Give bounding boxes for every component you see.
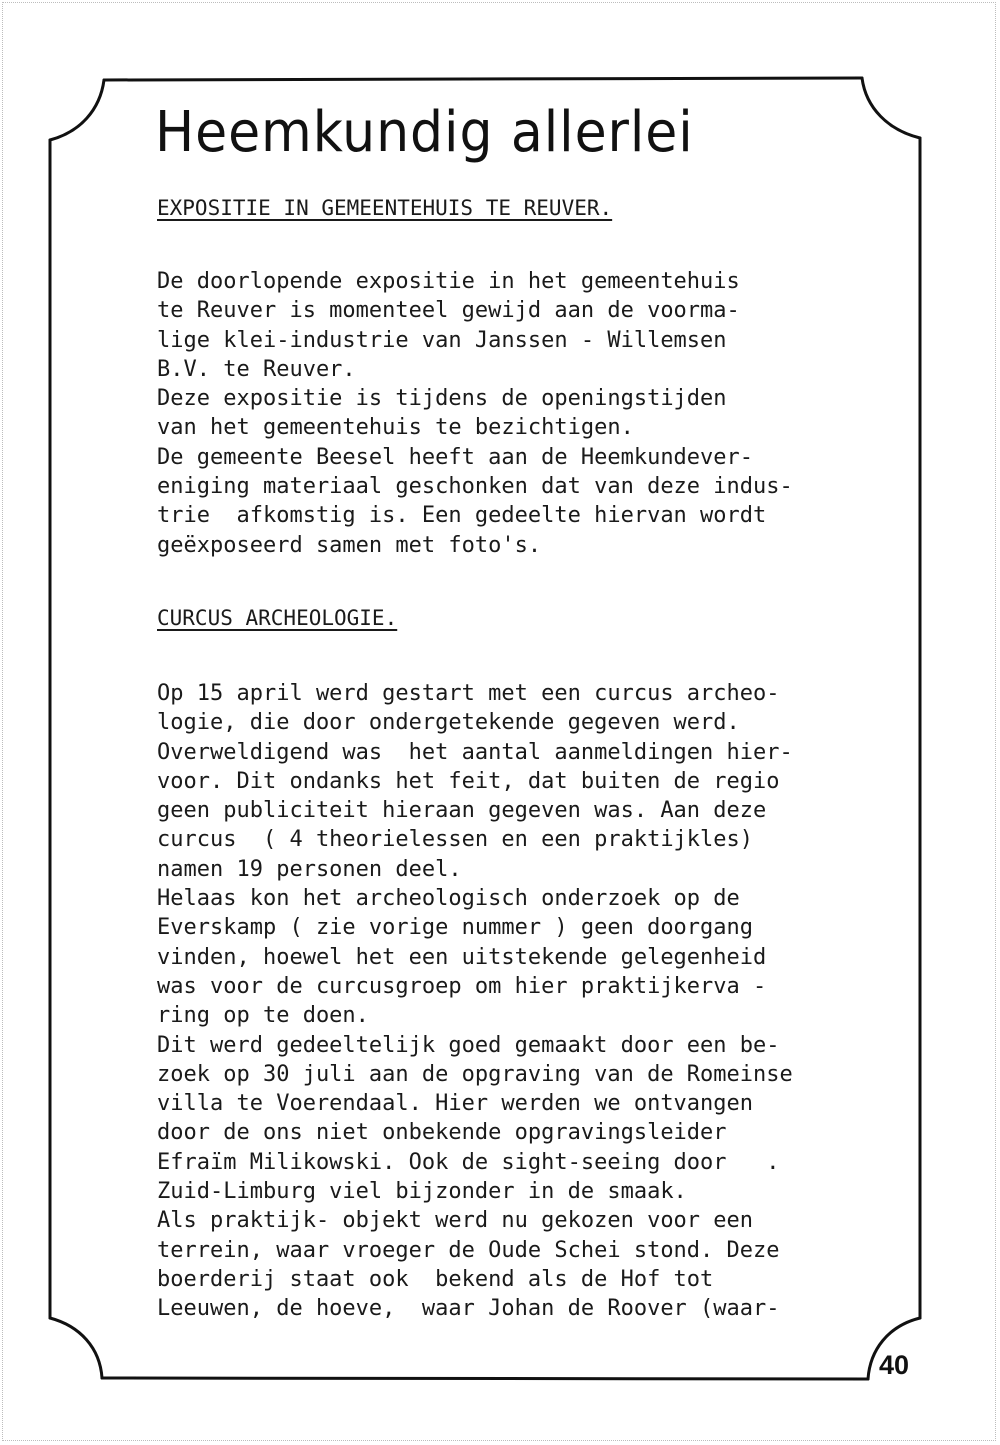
text-line: Leeuwen, de hoeve, waar Johan de Roover (waar- — [157, 1296, 780, 1322]
text-line: ring op te doen. — [157, 1003, 369, 1029]
section-body-exposition — [157, 267, 793, 560]
frame-top-right-curl — [862, 78, 920, 138]
section-heading-archeology: CURCUS ARCHEOLOGIE. — [157, 606, 398, 630]
text-line: Helaas kon het archeologisch onderzoek op de — [157, 886, 740, 912]
text-line: terrein, waar vroeger de Oude Schei stond. Deze — [157, 1237, 780, 1263]
text-line: namen 19 personen deel. — [157, 856, 462, 882]
frame-top-left-curl — [50, 80, 104, 140]
text-line: trie afkomstig is. Een gedeelte hiervan wordt — [157, 503, 767, 529]
frame-top-edge — [104, 78, 862, 80]
text-line: vinden, hoewel het een uitstekende gelegenheid — [157, 944, 767, 970]
text-line: De gemeente Beesel heeft aan de Heemkundever- — [157, 444, 754, 470]
text-line: logie, die door ondergetekende gegeven werd. — [157, 710, 740, 736]
section-heading-exposition: EXPOSITIE IN GEMEENTEHUIS TE REUVER. — [157, 196, 613, 220]
text-line: Zuid-Limburg viel bijzonder in de smaak. — [157, 1179, 687, 1205]
text-line: villa te Voerendaal. Hier werden we ontvangen — [157, 1091, 754, 1117]
text-line: Overweldigend was het aantal aanmeldingen hier- — [157, 739, 793, 765]
page-title: Heemkundig allerlei — [155, 100, 694, 165]
text-line: Als praktijk- objekt werd nu gekozen voor een — [157, 1208, 754, 1234]
text-line: Everskamp ( zie vorige nummer ) geen doorgang — [157, 915, 754, 941]
text-line: Efraïm Milikowski. Ook de sight-seeing door . — [157, 1149, 780, 1175]
text-line: te Reuver is momenteel gewijd aan de voorma- — [157, 298, 740, 324]
text-line: door de ons niet onbekende opgravingsleider — [157, 1120, 727, 1146]
text-line: boerderij staat ook bekend als de Hof tot — [157, 1266, 714, 1292]
text-line: van het gemeentehuis te bezichtigen. — [157, 415, 634, 441]
text-line: geëxposeerd samen met foto's. — [157, 532, 542, 558]
text-line: Deze expositie is tijdens de openingstijden — [157, 386, 727, 412]
text-line: curcus ( 4 theorielessen en een praktijkles) — [157, 827, 754, 853]
text-line: voor. Dit ondanks het feit, dat buiten de regio — [157, 768, 780, 794]
section-body-archeology — [157, 679, 793, 1324]
text-line: lige klei-industrie van Janssen - Willemsen — [157, 327, 727, 353]
text-line: Op 15 april werd gestart met een curcus archeo- — [157, 681, 780, 706]
frame-bottom-edge — [102, 1378, 868, 1379]
text-line: was voor de curcusgroep om hier praktijkerva - — [157, 973, 767, 999]
frame-bottom-left-curl — [50, 1318, 102, 1378]
page-number: 40 — [879, 1350, 910, 1380]
text-line: eniging materiaal geschonken dat van deze indus- — [157, 474, 793, 500]
text-line: B.V. te Reuver. — [157, 356, 356, 382]
text-line: Dit werd gedeeltelijk goed gemaakt door een be- — [157, 1032, 780, 1058]
text-line: De doorlopende expositie in het gemeentehuis — [157, 269, 740, 294]
text-line: zoek op 30 juli aan de opgraving van de Romeinse — [157, 1061, 793, 1087]
text-line: geen publiciteit hieraan gegeven was. Aan deze — [157, 798, 767, 824]
